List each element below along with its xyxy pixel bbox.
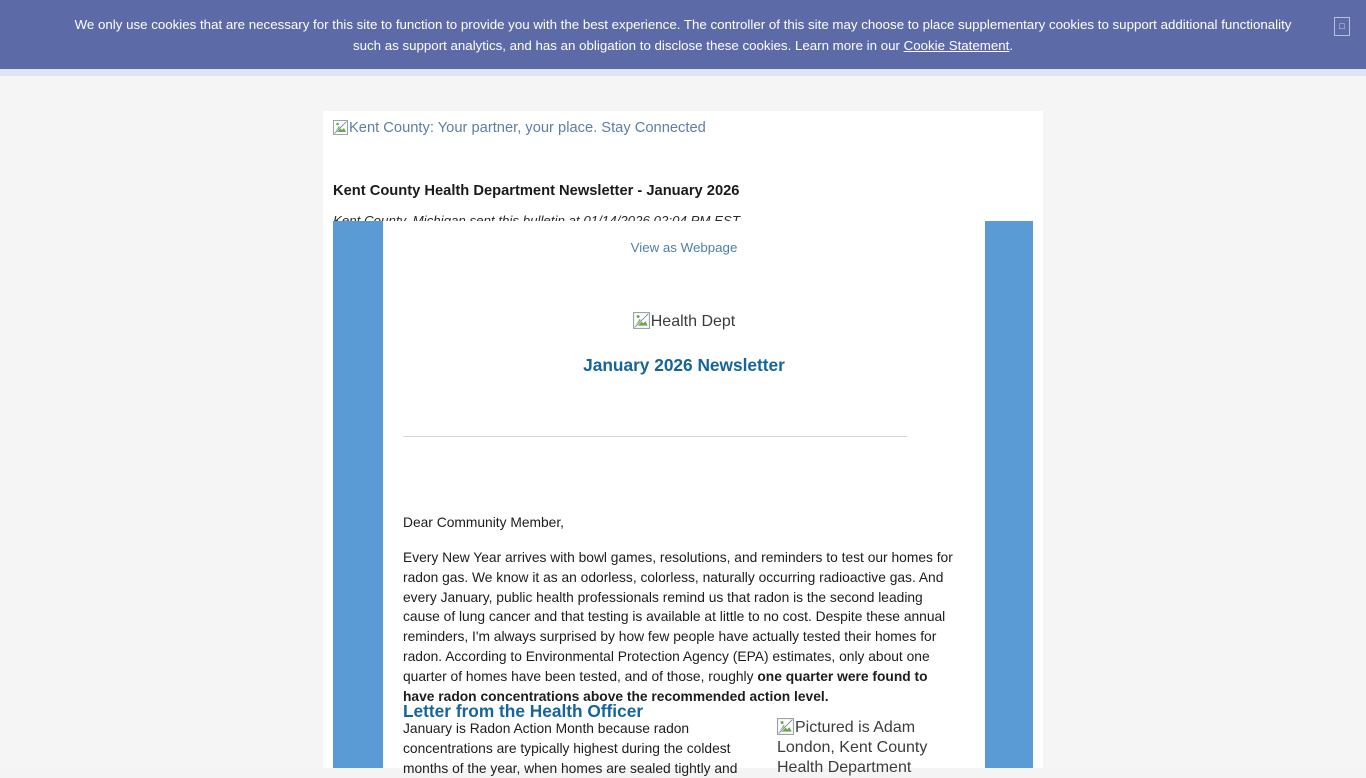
letter-paragraph-2: January is Radon Action Month because radon concentrations are typically highest during the coldest months of the year, when homes are sealed tightly and bbox=[403, 721, 738, 776]
view-as-webpage-row bbox=[383, 221, 985, 257]
broken-image-icon bbox=[333, 120, 348, 135]
newsletter-body bbox=[383, 221, 985, 776]
broken-image-icon bbox=[777, 718, 794, 735]
letter-paragraph-1 bbox=[403, 548, 962, 706]
masthead-broken-image bbox=[333, 119, 1033, 137]
masthead-alt-text: Kent County: Your partner, your place. Stay Connected bbox=[349, 120, 706, 136]
letter-salutation: Dear Community Member, bbox=[403, 515, 565, 530]
banner-underline-strip bbox=[0, 69, 1366, 76]
health-dept-broken-image bbox=[633, 313, 736, 330]
paragraph-1-bold-text: one quarter were found to have radon concentrations above the recommended action level. bbox=[403, 668, 928, 704]
paragraph-1-text: Every New Year arrives with bowl games, resolutions, and reminders to test our homes for radon gas. We know it as an odorless, colorless, naturally occurring radioactive gas. And every January, public health professionals remind us that radon is the second leading cause of lung cancer and that testing is available at little to no cost. Despite these annual reminders, I'm always surprised by how few people have actually tested their homes for radon. According to Environmental Protection Agency (EPA) estimates, only about one quarter of homes have been tested, and of those, roughly bbox=[403, 550, 953, 684]
broken-image-icon bbox=[633, 312, 650, 329]
right-blue-rail bbox=[985, 221, 1033, 768]
bulletin-container bbox=[323, 111, 1043, 776]
cookie-text-before-link: We only use cookies that are necessary for this site to function to provide you with the best experience. The controller of this site may choose to place supplementary cookies to support additional functionality such as support analytics, and has an obligation to disclose these cookies. Learn more in our bbox=[74, 17, 1292, 53]
left-blue-rail bbox=[333, 221, 383, 768]
close-icon[interactable]: □ bbox=[1334, 17, 1350, 36]
health-dept-logo-row bbox=[383, 312, 985, 332]
section-divider bbox=[403, 436, 907, 437]
letter-section-heading: Letter from the Health Officer bbox=[403, 701, 644, 721]
cookie-consent-banner bbox=[0, 0, 1366, 69]
page-title: Kent County Health Department Newsletter - January 2026 bbox=[333, 183, 740, 199]
adam-london-broken-image bbox=[777, 718, 977, 778]
view-as-webpage-link[interactable]: View as Webpage bbox=[630, 240, 738, 255]
health-dept-alt-text: Health Dept bbox=[650, 313, 736, 330]
cookie-statement-link[interactable]: Cookie Statement bbox=[903, 38, 1010, 53]
cookie-text-after-link: . bbox=[1009, 38, 1014, 53]
newsletter-month-heading: January 2026 Newsletter bbox=[583, 355, 785, 375]
adam-london-alt-text: Pictured is Adam London, Kent County Health Department bbox=[777, 719, 928, 776]
bulletin-header bbox=[323, 111, 1043, 229]
cookie-consent-text bbox=[40, 14, 1326, 56]
